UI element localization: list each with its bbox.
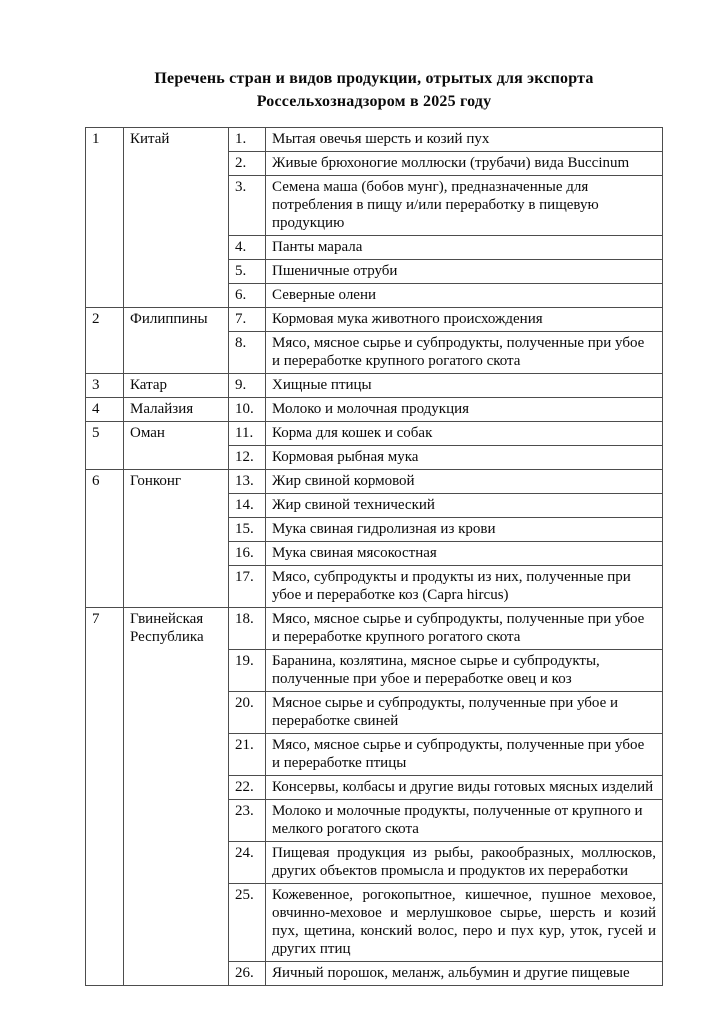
product-number-cell: 19. <box>229 650 266 692</box>
product-text-cell: Жир свиной технический <box>266 494 663 518</box>
product-number-cell: 11. <box>229 422 266 446</box>
product-text-cell: Баранина, козлятина, мясное сырье и субпродукты, полученные при убое и переработке овец и коз <box>266 650 663 692</box>
product-number-cell: 2. <box>229 152 266 176</box>
product-number-cell: 5. <box>229 260 266 284</box>
product-number-cell: 12. <box>229 446 266 470</box>
product-text-cell: Мука свиная гидролизная из крови <box>266 518 663 542</box>
country-name-cell: Филиппины <box>124 308 229 374</box>
product-text-cell: Мясо, субпродукты и продукты из них, полученные при убое и переработке коз (Capra hircus) <box>266 566 663 608</box>
country-name-cell: Катар <box>124 374 229 398</box>
title-line-2: Россельхознадзором в 2025 году <box>256 93 492 110</box>
product-number-cell: 13. <box>229 470 266 494</box>
country-name-cell: Китай <box>124 128 229 308</box>
table-row <box>86 470 663 494</box>
product-number-cell: 16. <box>229 542 266 566</box>
country-index-cell: 5 <box>86 422 124 470</box>
product-number-cell: 8. <box>229 332 266 374</box>
product-text-cell: Мытая овечья шерсть и козий пух <box>266 128 663 152</box>
product-text-cell: Пищевая продукция из рыбы, ракообразных, моллюсков, других объектов промысла и продуктов их переработки <box>266 842 663 884</box>
product-text-cell: Мясо, мясное сырье и субпродукты, полученные при убое и переработке крупного рогатого скота <box>266 608 663 650</box>
product-text-cell: Хищные птицы <box>266 374 663 398</box>
product-text-cell: Консервы, колбасы и другие виды готовых мясных изделий <box>266 776 663 800</box>
table-row <box>86 398 663 422</box>
country-name-cell: Гонконг <box>124 470 229 608</box>
product-number-cell: 9. <box>229 374 266 398</box>
table-row <box>86 374 663 398</box>
product-text-cell: Мясо, мясное сырье и субпродукты, полученные при убое и переработке птицы <box>266 734 663 776</box>
country-index-cell: 1 <box>86 128 124 308</box>
country-index-cell: 7 <box>86 608 124 986</box>
product-text-cell: Кормовая рыбная мука <box>266 446 663 470</box>
country-name-cell: Малайзия <box>124 398 229 422</box>
product-number-cell: 20. <box>229 692 266 734</box>
product-number-cell: 1. <box>229 128 266 152</box>
product-text-cell: Мясное сырье и субпродукты, полученные при убое и переработке свиней <box>266 692 663 734</box>
product-text-cell: Яичный порошок, меланж, альбумин и другие пищевые <box>266 962 663 986</box>
export-countries-table <box>85 127 663 986</box>
table-row <box>86 608 663 650</box>
product-number-cell: 15. <box>229 518 266 542</box>
product-text-cell: Кормовая мука животного происхождения <box>266 308 663 332</box>
country-index-cell: 3 <box>86 374 124 398</box>
product-text-cell: Живые брюхоногие моллюски (трубачи) вида Buccinum <box>266 152 663 176</box>
product-number-cell: 24. <box>229 842 266 884</box>
product-number-cell: 21. <box>229 734 266 776</box>
product-number-cell: 25. <box>229 884 266 962</box>
table-row <box>86 422 663 446</box>
product-number-cell: 18. <box>229 608 266 650</box>
product-number-cell: 17. <box>229 566 266 608</box>
product-text-cell: Жир свиной кормовой <box>266 470 663 494</box>
product-text-cell: Мясо, мясное сырье и субпродукты, полученные при убое и переработке крупного рогатого скота <box>266 332 663 374</box>
country-index-cell: 6 <box>86 470 124 608</box>
product-number-cell: 4. <box>229 236 266 260</box>
title-line-1: Перечень стран и видов продукции, отрытых для экспорта <box>154 70 594 87</box>
table-row <box>86 128 663 152</box>
product-number-cell: 22. <box>229 776 266 800</box>
product-text-cell: Панты марала <box>266 236 663 260</box>
product-text-cell: Мука свиная мясокостная <box>266 542 663 566</box>
product-text-cell: Семена маша (бобов мунг), предназначенные для потребления в пищу и/или переработку в пищевую продукцию <box>266 176 663 236</box>
product-number-cell: 6. <box>229 284 266 308</box>
product-number-cell: 14. <box>229 494 266 518</box>
product-text-cell: Корма для кошек и собак <box>266 422 663 446</box>
product-number-cell: 7. <box>229 308 266 332</box>
product-number-cell: 23. <box>229 800 266 842</box>
product-text-cell: Кожевенное, рогокопытное, кишечное, пушное меховое, овчинно-меховое и мерлушковое сырье, шерсть и козий пух, щетина, конский волос, перо и пух кур, уток, гусей и других птиц <box>266 884 663 962</box>
product-number-cell: 26. <box>229 962 266 986</box>
product-number-cell: 10. <box>229 398 266 422</box>
product-text-cell: Северные олени <box>266 284 663 308</box>
country-index-cell: 4 <box>86 398 124 422</box>
country-name-cell: Оман <box>124 422 229 470</box>
product-text-cell: Молоко и молочная продукция <box>266 398 663 422</box>
country-name-cell: Гвинейская Республика <box>124 608 229 986</box>
product-text-cell: Пшеничные отруби <box>266 260 663 284</box>
table-row <box>86 308 663 332</box>
country-index-cell: 2 <box>86 308 124 374</box>
document-title <box>85 67 663 113</box>
product-number-cell: 3. <box>229 176 266 236</box>
product-text-cell: Молоко и молочные продукты, полученные от крупного и мелкого рогатого скота <box>266 800 663 842</box>
